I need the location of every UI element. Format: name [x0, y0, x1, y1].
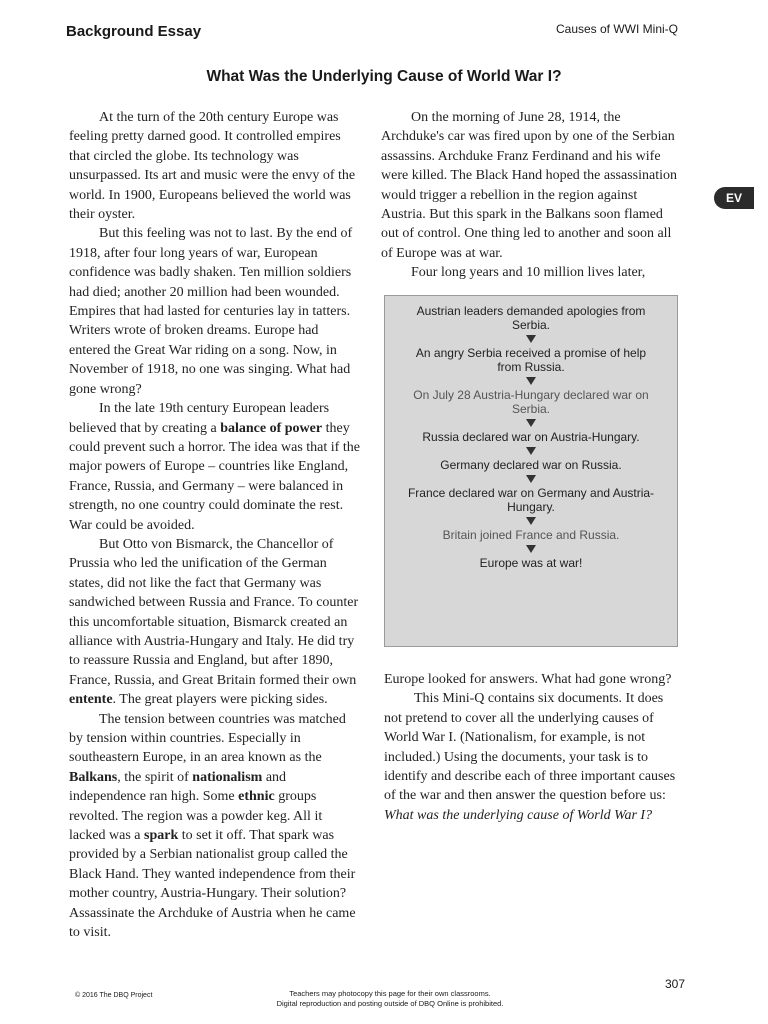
- bold-term: entente: [69, 692, 113, 708]
- copy-notice: [230, 989, 550, 1009]
- text-run: On the morning of June 28, 1914, the Archduke's car was fired upon by one of the Serbian assassins. Archduke Franz Ferdinand and his wife were killed. The Black Hand hoped the assassination would trigger a rebellion in the region against Austria. But this spark in the Balkans soon flamed out of control. One thing led to another and soon all of Europe was at war.: [381, 110, 677, 261]
- text-run: This Mini-Q contains six documents. It does not pretend to cover all the underlying causes of World War I. (Nationalism, for example, is not included.) Using the documents, your task is to identify and describe each of three important causes of the war and then answer the question before us:: [384, 691, 676, 804]
- paragraph: [69, 535, 362, 710]
- text-run: they could prevent such a horror. The idea was that if the major powers of Europe – countries like England, France, Russia, and Germany – were balanced in strength, no one country could dominate the rest. War could be avoided.: [69, 420, 360, 533]
- bold-term: ethnic: [238, 789, 275, 805]
- text-run: In the late 19th century European leaders believed that by creating a: [69, 401, 330, 436]
- down-arrow-icon: [526, 377, 536, 385]
- down-arrow-icon: [526, 475, 536, 483]
- copyright: © 2016 The DBQ Project: [75, 992, 153, 999]
- page-number: 307: [664, 977, 685, 991]
- paragraph: [69, 224, 362, 399]
- paragraph: [381, 263, 681, 282]
- section-label: Background Essay: [66, 23, 202, 40]
- down-arrow-icon: [526, 447, 536, 455]
- unit-label: Causes of WWI Mini-Q: [555, 22, 678, 36]
- text-run: groups revolted. The region was a powder keg. All it lacked was a: [69, 789, 323, 844]
- text-run: Four long years and 10 million lives later,: [411, 265, 646, 281]
- flowchart-step: France declared war on Germany and Austria-Hungary.: [407, 486, 655, 514]
- paragraph: [69, 108, 362, 224]
- flowchart-step: Europe was at war!: [479, 556, 583, 570]
- flowchart-step: Britain joined France and Russia.: [442, 528, 620, 542]
- left-column: [69, 108, 362, 942]
- italic-question: What was the underlying cause of World War I?: [384, 807, 653, 823]
- text-run: to set it off. That spark was provided by a Serbian nationalist group called the Black Hand. They wanted independence from their mother country, Austria-Hungary. Their solution? Assassinate the Archduke of Austria when he came to visit.: [69, 828, 356, 941]
- flowchart-step: Austrian leaders demanded apologies from Serbia.: [416, 304, 646, 332]
- paragraph: [69, 399, 362, 535]
- flowchart-step: An angry Serbia received a promise of help from Russia.: [415, 346, 647, 374]
- paragraph: [69, 710, 362, 943]
- copy-notice-line-2: Digital reproduction and posting outside of DBQ Online is prohibited.: [276, 999, 504, 1008]
- bold-term: Balkans: [69, 769, 118, 785]
- essay-title: What Was the Underlying Cause of World War I?: [206, 68, 562, 85]
- right-column-top: [381, 108, 681, 283]
- event-flowchart: [384, 295, 678, 647]
- right-column-bottom: [384, 670, 684, 825]
- text-run: , the spirit of: [117, 769, 193, 785]
- text-run: Europe looked for answers. What had gone wrong?: [384, 672, 672, 687]
- copy-notice-line-1: Teachers may photocopy this page for their own classrooms.: [289, 989, 491, 998]
- section-tab: EV: [714, 187, 754, 209]
- down-arrow-icon: [526, 419, 536, 427]
- text-run: . The great players were picking sides.: [112, 692, 328, 708]
- bold-term: nationalism: [192, 769, 263, 785]
- paragraph: [384, 670, 684, 689]
- flowchart-step: Germany declared war on Russia.: [440, 458, 622, 472]
- paragraph: [384, 689, 684, 825]
- down-arrow-icon: [526, 335, 536, 343]
- bold-term: spark: [144, 828, 179, 844]
- text-run: The tension between countries was matched by tension within countries. Especially in southeastern Europe, in an area known as the: [69, 711, 346, 766]
- text-run: At the turn of the 20th century Europe was feeling pretty darned good. It controlled empires that circled the globe. Its technology was unsurpassed. Its art and music were the envy of the world. In 1900, Europeans believed the world was their oyster.: [69, 110, 356, 223]
- flowchart-step: On July 28 Austria-Hungary declared war on Serbia.: [413, 388, 649, 416]
- down-arrow-icon: [526, 517, 536, 525]
- down-arrow-icon: [526, 545, 536, 553]
- bold-term: balance of power: [220, 420, 323, 436]
- text-run: But Otto von Bismarck, the Chancellor of Prussia who led the unification of the German states, did not like the fact that Germany was sandwiched between Russia and France. To counter this uncomfortable situation, Bismarck created an alliance with Austria-Hungary and Italy. He did try to reassure Russia and England, but after 1890, France, Russia, and Great Britain formed their own: [69, 536, 359, 688]
- flowchart-step: Russia declared war on Austria-Hungary.: [422, 430, 640, 444]
- paragraph: [381, 108, 681, 263]
- text-run: But this feeling was not to last. By the end of 1918, after four long years of war, European confidence was badly shaken. Ten million soldiers had died; another 20 million had been wounded. Empires that had lasted for centuries lay in tatters. Writers wrote of broken dreams. Europe had entered the Great War riding on a song. Now, in November of 1918, no one was singing. What had gone wrong?: [69, 226, 353, 397]
- text-run: and independence ran high. Some: [69, 769, 287, 805]
